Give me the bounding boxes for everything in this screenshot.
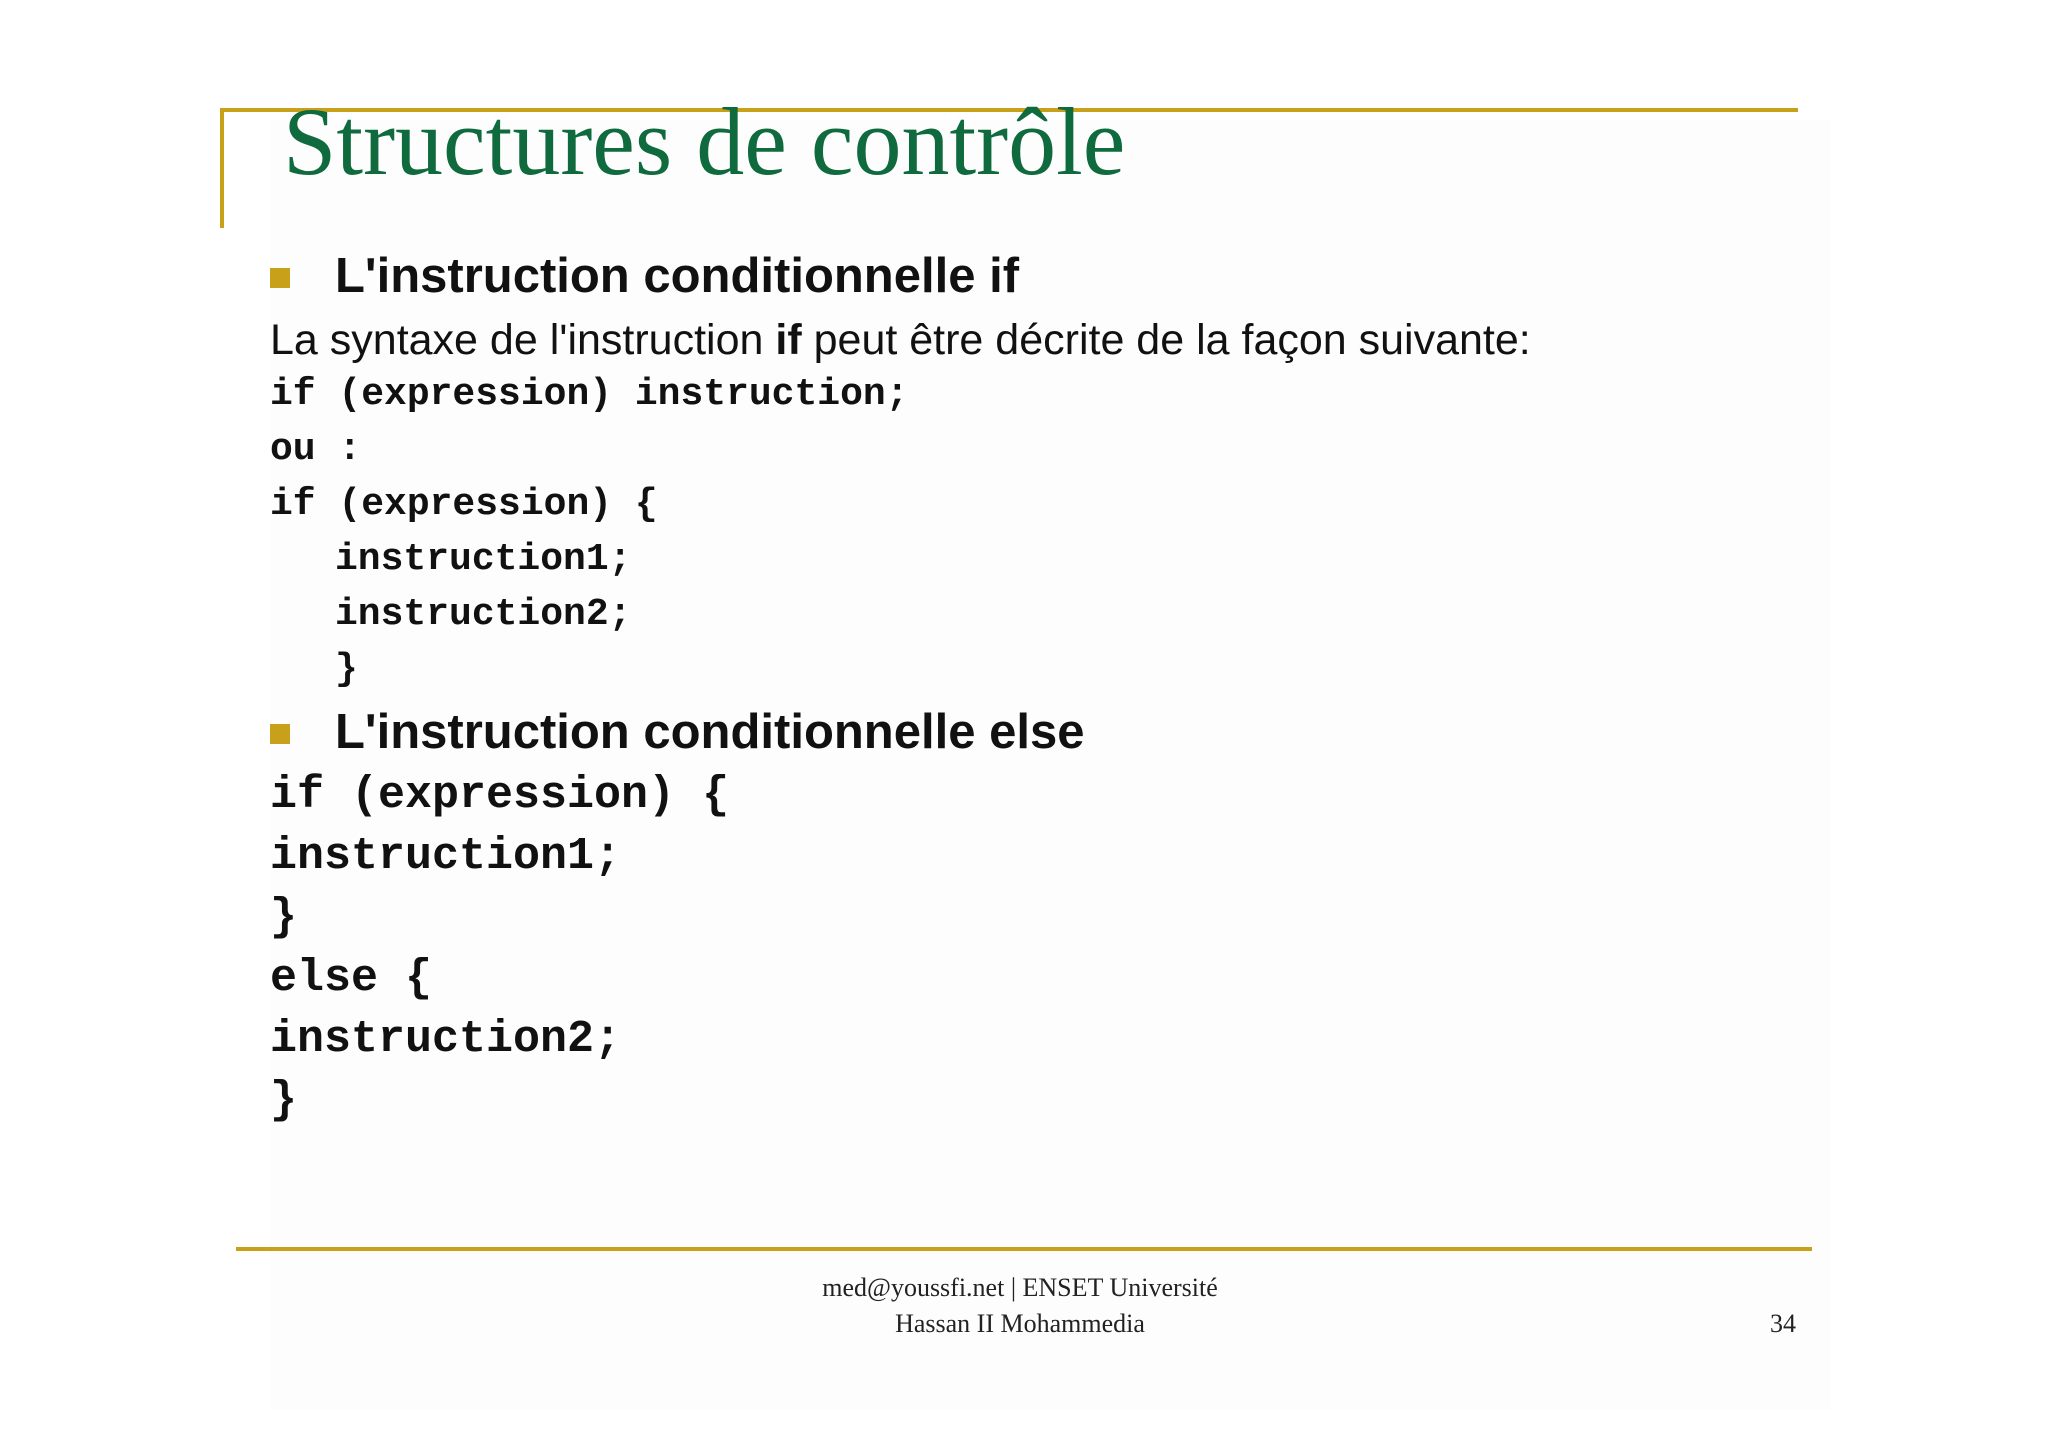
intro-paragraph (270, 310, 1531, 370)
code-line: instruction2; (270, 1014, 622, 1065)
square-bullet-icon (270, 268, 290, 288)
code-line: if (expression) { (270, 483, 658, 526)
code-line: } (335, 648, 358, 691)
code-line: instruction1; (270, 831, 622, 882)
footer-credit (750, 1270, 1290, 1342)
slide-title: Structures de contrôle (283, 88, 1126, 195)
page-number: 34 (1770, 1309, 1796, 1338)
code-line: } (270, 892, 298, 943)
bullet-heading-else (270, 702, 1084, 762)
code-line: } (270, 1075, 298, 1126)
code-line: else { (270, 953, 433, 1004)
code-line: instruction1; (335, 538, 632, 581)
code-line: ou : (270, 428, 362, 471)
heading-else-text: L'instruction conditionnelle else (335, 705, 1085, 759)
intro-text-before: La syntaxe de l'instruction (270, 316, 776, 364)
heading-if-text: L'instruction conditionnelle if (335, 249, 1020, 303)
code-line: instruction2; (335, 593, 632, 636)
intro-keyword: if (775, 316, 802, 364)
bullet-heading-if (270, 246, 1019, 306)
intro-text-after: peut être décrite de la façon suivante: (801, 316, 1531, 364)
code-line: if (expression) instruction; (270, 373, 909, 416)
footer-rule (236, 1247, 1812, 1251)
code-line: if (expression) { (270, 770, 730, 821)
square-bullet-icon (270, 724, 290, 744)
title-frame-left-rule (220, 108, 224, 228)
footer-line-2: Hassan II Mohammedia (895, 1309, 1145, 1338)
footer-line-1: med@youssfi.net | ENSET Université (822, 1273, 1218, 1302)
